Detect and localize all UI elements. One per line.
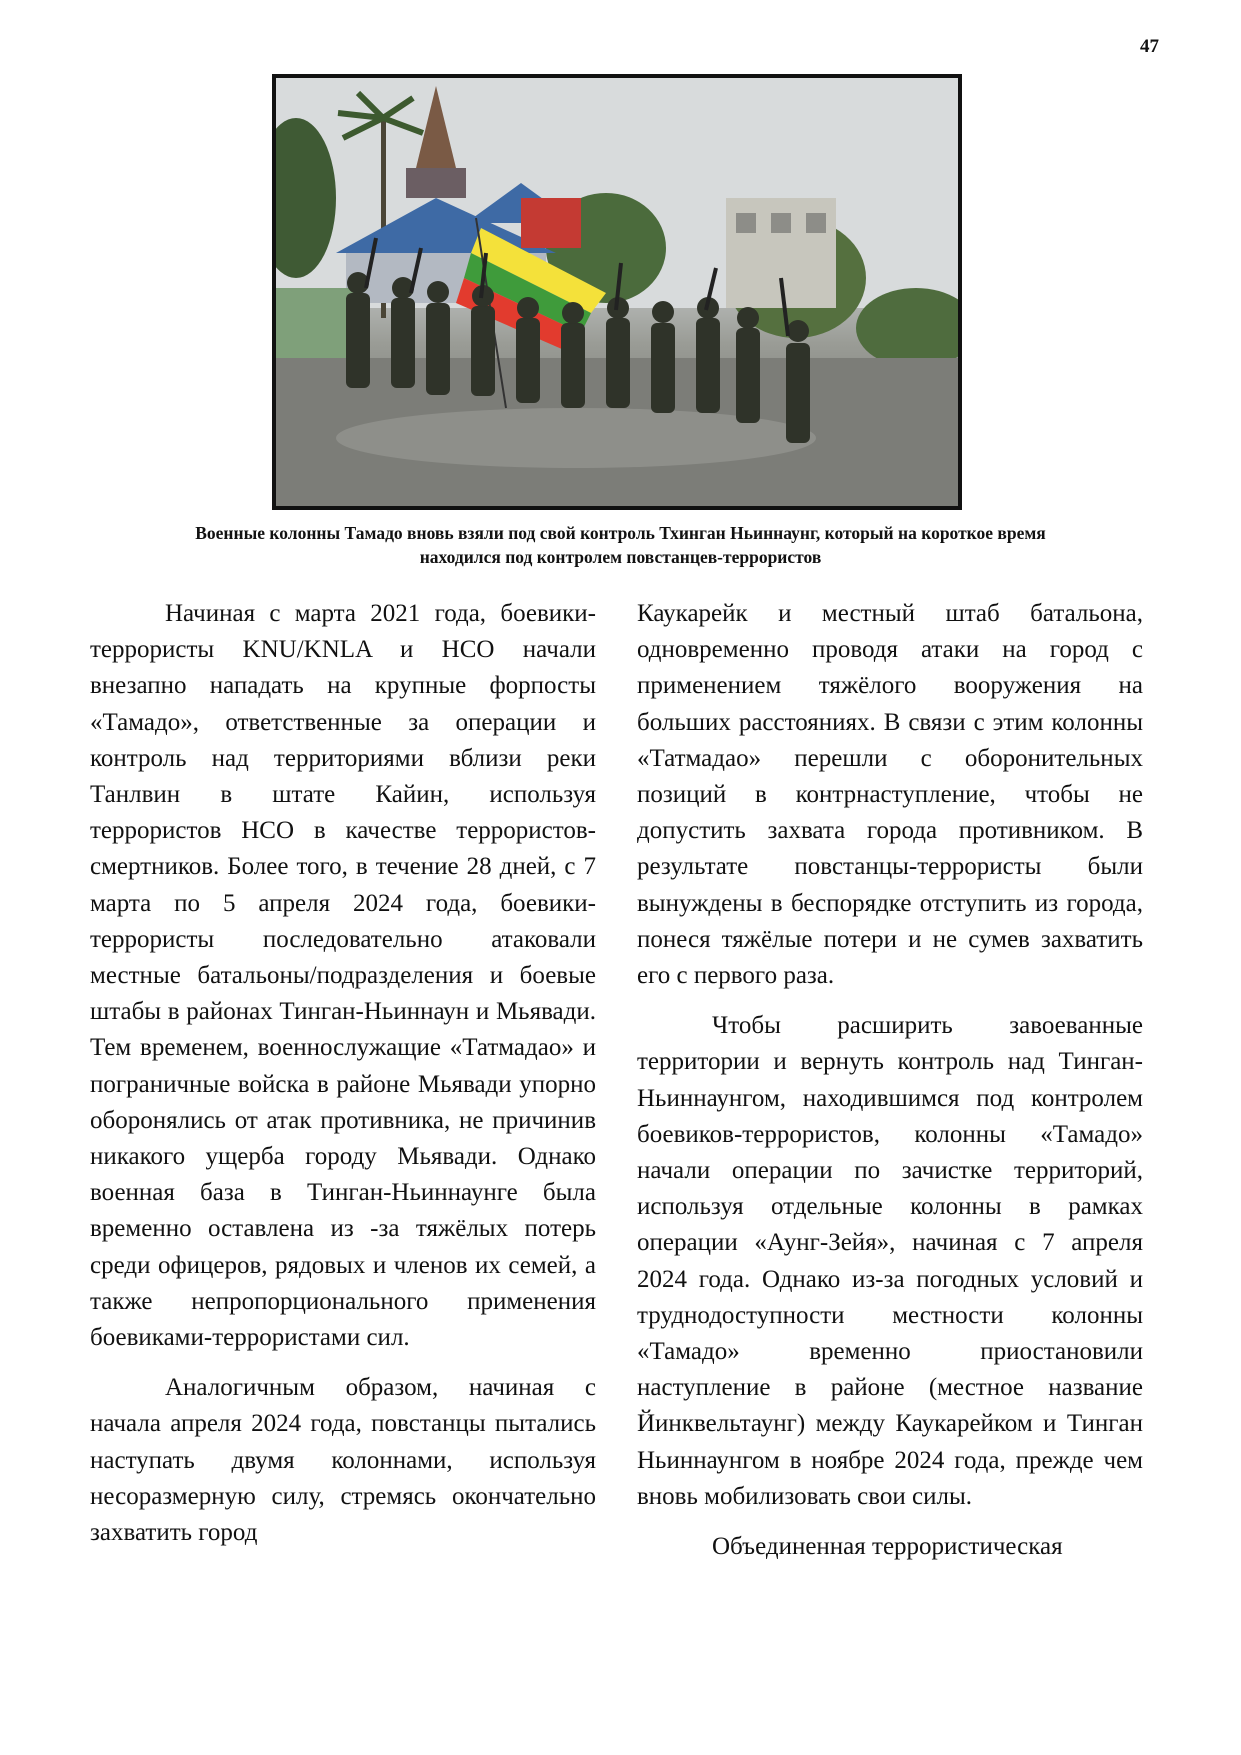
paragraph: Начиная с марта 2021 года, боевики-террористы KNU/KNLA и НСО начали внезапно нападать на крупные форпосты «Тамадо», ответственные за операции и контроль над территориями вблизи реки Танлвин в штате Кайин, используя террористов НСО в качестве террористов-смертников. Более того, в течение 28 дней, с 7 марта по 5 апреля 2024 года, боевики-террористы последовательно атаковали местные батальоны/подразделения и боевые штабы в районах Тинган-Ньиннаун и Мьявади. Тем временем, военнослужащие «Татмадао» и пограничные войска в районе Мьявади упорно оборонялись от атак противника, не причинив никакого ущерба городу Мьявади. Однако военная база в Тинган-Ньиннаунге была временно оставлена из -за тяжёлых потерь среди офицеров, рядовых и членов их семей, а также непропорционального применения боевиками-террористами сил. xyxy=(90,600,596,1352)
photo-caption xyxy=(100,521,1141,569)
paragraph: Каукарейк и местный штаб батальона, одновременно проводя атаки на город с применением тяжёлого вооружения на больших расстояниях. В связи с этим колонны «Татмадао» перешли с оборонительных позиций в контрнаступление, чтобы не допустить захвата города противником. В результате повстанцы-террористы были вынуждены в беспорядке отступить из города, понеся тяжёлые потери и не сумев захватить его с первого раза. xyxy=(637,600,1143,990)
page-number: 47 xyxy=(1140,36,1159,57)
soldiers-photo xyxy=(272,74,962,510)
left-column xyxy=(90,596,596,1551)
caption-line-1: Военные колонны Тамадо вновь взяли под свой контроль Тхинган Ньиннаунг, который на короткое время xyxy=(195,523,1046,543)
caption-line-2: находился под контролем повстанцев-террористов xyxy=(419,547,822,567)
paragraph: Объединенная террористическая xyxy=(712,1533,1063,1561)
right-column xyxy=(637,596,1143,1565)
paragraph: Аналогичным образом, начиная с начала апреля 2024 года, повстанцы пытались наступать двумя колоннами, используя несоразмерную силу, стремясь окончательно захватить город xyxy=(90,1374,596,1547)
paragraph: Чтобы расширить завоеванные территории и вернуть контроль над Тинган-Ньиннаунгом, находившимся под контролем боевиков-террористов, колонны «Тамадо» начали операции по зачистке территорий, используя отдельные колонны в рамках операции «Аунг-Зейя», начиная с 7 апреля 2024 года. Однако из-за погодных условий и труднодоступности местности колонны «Тамадо» временно приостановили наступление в районе (местное название Йинквельтаунг) между Каукарейком и Тинган Ньиннаунгом в ноябре 2024 года, прежде чем вновь мобилизовать свои силы. xyxy=(637,1012,1143,1510)
